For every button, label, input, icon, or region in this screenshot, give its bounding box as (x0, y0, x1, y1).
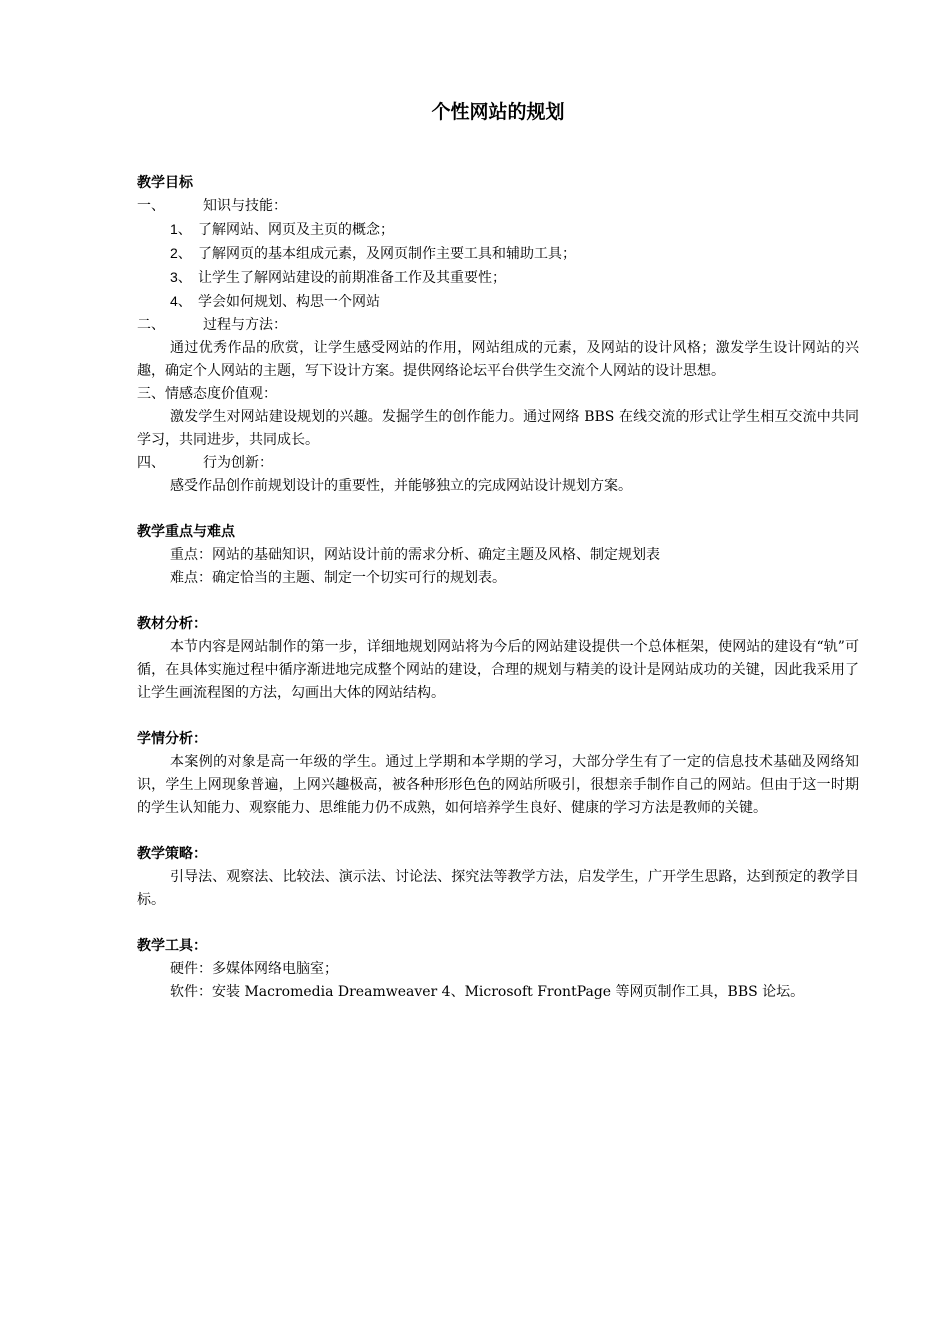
goals-item (137, 218, 859, 242)
goals-item (137, 242, 859, 266)
goals-section-3-paragraph: 激发学生对网站建设规划的兴趣。发掘学生的创作能力。通过网络 BBS 在线交流的形式让学生相互交流中共同学习，共同进步，共同成长。 (137, 409, 859, 448)
goals-section-4-label: 四、 (137, 455, 165, 471)
tools-heading: 教学工具： (137, 938, 207, 954)
document-title: 个性网站的规划 (431, 101, 565, 123)
students-paragraph: 本案例的对象是高一年级的学生。通过上学期和本学期的学习，大部分学生有了一定的信息技术基础及网络知识，学生上网现象普遍，上网兴趣极高，被各种形形色色的网站所吸引，很想亲手制作自己的网站。但由于这一时期的学生认知能力、观察能力、思维能力仍不成熟，如何培养学生良好、健康的学习方法是教师的关键。 (137, 754, 859, 816)
goals-section-4-paragraph: 感受作品创作前规划设计的重要性，并能够独立的完成网站设计规划方案。 (170, 478, 632, 494)
strategy-paragraph: 引导法、观察法、比较法、演示法、讨论法、探究法等教学方法，启发学生，广开学生思路，达到预定的教学目标。 (137, 869, 859, 908)
goals-section-3-text: 三、情感态度价值观： (137, 386, 277, 402)
goals-item (137, 266, 859, 290)
goals-section-2-text: 过程与方法： (203, 317, 287, 333)
goals-section-2-label: 二、 (137, 317, 165, 333)
tools-software: 软件：安装 Macromedia Dreamweaver 4、Microsoft FrontPage 等网页制作工具，BBS 论坛。 (170, 984, 805, 1000)
goals-section-4-text: 行为创新： (203, 455, 273, 471)
keypoints-heading: 教学重点与难点 (137, 524, 235, 540)
material-heading: 教材分析： (137, 616, 207, 632)
keypoints-focus: 重点：网站的基础知识，网站设计前的需求分析、确定主题及风格、制定规划表 (170, 547, 660, 563)
goals-section-1-label: 一、 (137, 198, 165, 214)
goals-item-text: 了解网站、网页及主页的概念； (198, 222, 394, 238)
goals-item-number: 2、 (170, 245, 192, 261)
goals-section-4 (137, 452, 859, 475)
students-heading: 学情分析： (137, 731, 207, 747)
goals-item-text: 学会如何规划、构思一个网站 (198, 294, 380, 310)
spacer (137, 590, 859, 613)
goals-item-number: 3、 (170, 269, 192, 285)
goals-item-text: 让学生了解网站建设的前期准备工作及其重要性； (198, 270, 506, 286)
spacer (137, 705, 859, 728)
goals-section-1-text: 知识与技能： (203, 198, 287, 214)
goals-item (137, 290, 859, 314)
goals-section-1 (137, 195, 859, 218)
goals-item-number: 4、 (170, 293, 192, 309)
goals-section-2-paragraph: 通过优秀作品的欣赏，让学生感受网站的作用，网站组成的元素，及网站的设计风格；激发学生设计网站的兴趣，确定个人网站的主题，写下设计方案。提供网络论坛平台供学生交流个人网站的设计思想。 (137, 340, 859, 379)
document-page (137, 96, 859, 1004)
goals-heading: 教学目标 (137, 175, 193, 191)
goals-section-2 (137, 314, 859, 337)
goals-item-text: 了解网页的基本组成元素，及网页制作主要工具和辅助工具； (198, 246, 576, 262)
spacer (137, 498, 859, 521)
goals-item-number: 1、 (170, 221, 192, 237)
material-paragraph: 本节内容是网站制作的第一步，详细地规划网站将为今后的网站建设提供一个总体框架，使网站的建设有“轨”可循，在具体实施过程中循序渐进地完成整个网站的建设，合理的规划与精美的设计是网站成功的关键，因此我采用了让学生画流程图的方法，勾画出大体的网站结构。 (137, 639, 859, 701)
spacer (137, 820, 859, 843)
tools-hardware: 硬件：多媒体网络电脑室； (170, 961, 338, 977)
keypoints-difficulty: 难点：确定恰当的主题、制定一个切实可行的规划表。 (170, 570, 506, 586)
strategy-heading: 教学策略： (137, 846, 207, 862)
spacer (137, 912, 859, 935)
